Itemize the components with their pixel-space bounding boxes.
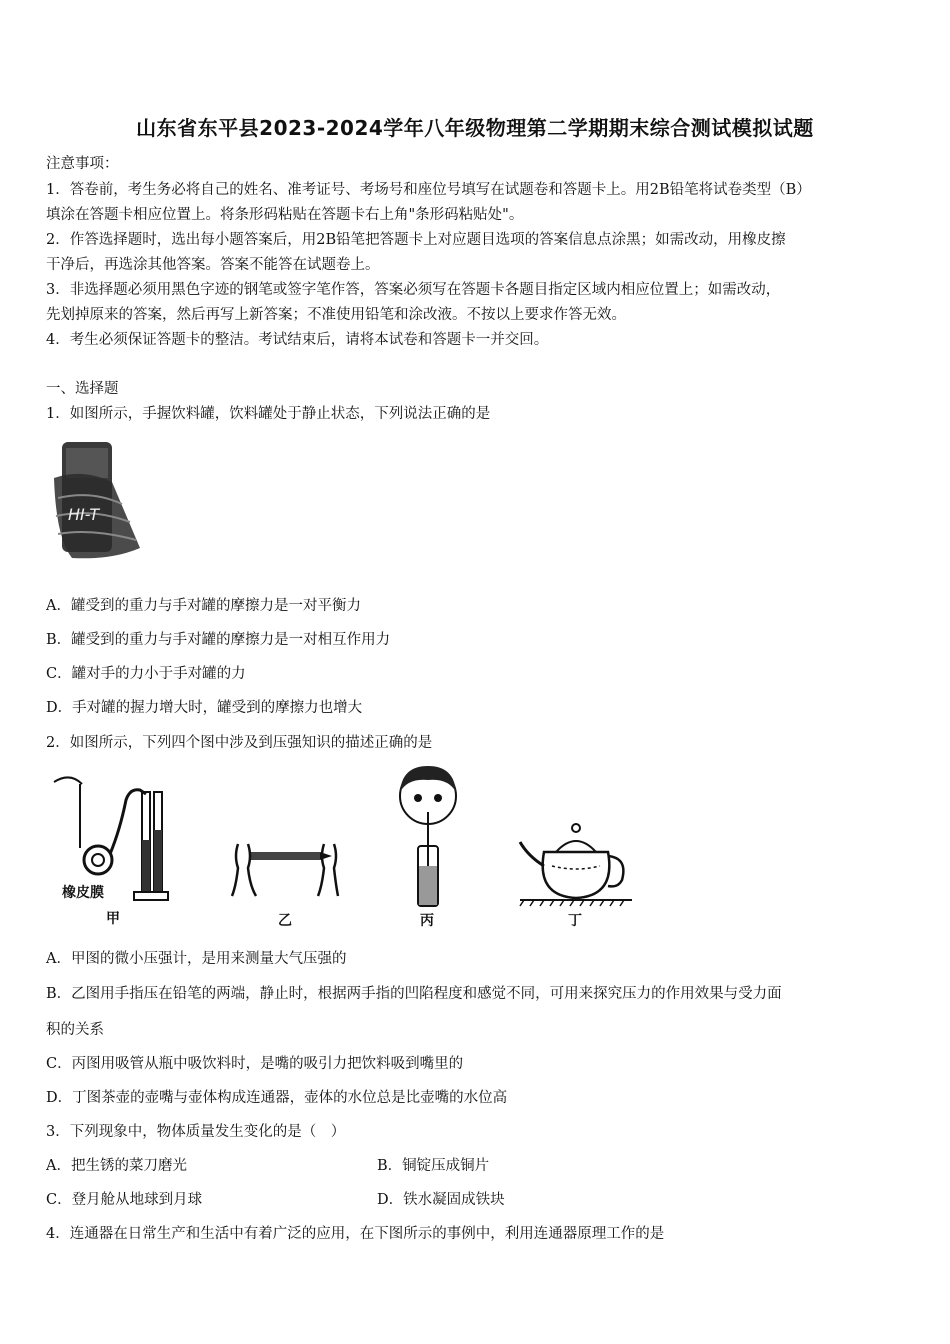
q3-option: B．铜锭压成铜片: [377, 1158, 490, 1174]
can-label: HI-T: [68, 505, 100, 524]
q2-option-continued: 积的关系: [46, 1022, 104, 1038]
notice-line: 4．考生必须保证答题卡的整洁。考试结束后，请将本试卷和答题卡一并交回。: [46, 332, 549, 348]
caption-jia: 甲: [106, 911, 120, 927]
notice-line: 3．非选择题必须用黑色字迹的钢笔或签字笔作答，答案必须写在答题卡各题目指定区域内相应位置上；如需改动，: [46, 282, 781, 298]
q3-option: A．把生锈的菜刀磨光: [46, 1158, 187, 1174]
q2-option: C．丙图用吸管从瓶中吸饮料时，是嘴的吸引力把饮料吸到嘴里的: [46, 1056, 464, 1072]
q1-option: A．罐受到的重力与手对罐的摩擦力是一对平衡力: [46, 598, 361, 614]
q2-option: D．丁图茶壶的壶嘴与壶体构成连通器，壶体的水位总是比壶嘴的水位高: [46, 1090, 508, 1106]
caption-ding: 丁: [568, 913, 582, 929]
caption-bing: 丙: [420, 913, 434, 929]
caption-yi: 乙: [278, 913, 292, 929]
q3-option: C．登月舱从地球到月球: [46, 1192, 203, 1208]
notice-line: 1．答卷前，考生务必将自己的姓名、准考证号、考场号和座位号填写在试题卷和答题卡上。用2B铅笔将试卷类型（B）: [46, 182, 811, 198]
teapot-figure: [516, 816, 636, 908]
section-heading: 一、选择题: [46, 381, 119, 397]
question-3-stem: 3．下列现象中，物体质量发生变化的是（ ）: [46, 1124, 346, 1140]
q1-option: C．罐对手的力小于手对罐的力: [46, 666, 246, 682]
notice-heading: 注意事项：: [46, 156, 119, 172]
pencil-fingers-figure: [228, 836, 340, 902]
girl-straw-bottle-figure: [388, 762, 468, 912]
q2-option: B．乙图用手指压在铅笔的两端，静止时，根据两手指的凹陷程度和感觉不同，可用来探究压力的作用效果与受力面: [46, 986, 782, 1002]
notice-line: 2．作答选择题时，选出每小题答案后，用2B铅笔把答题卡上对应题目选项的答案信息点涂黑；如需改动，用橡皮擦: [46, 232, 786, 248]
notice-line: 填涂在答题卡相应位置上。将条形码粘贴在答题卡右上角"条形码粘贴处"。: [46, 207, 524, 223]
hand-holding-can-figure: [52, 438, 146, 562]
page-title: 山东省东平县2023-2024学年八年级物理第二学期期末综合测试模拟试题: [136, 116, 814, 140]
question-4-stem: 4．连通器在日常生产和生活中有着广泛的应用，在下图所示的事例中，利用连通器原理工作的是: [46, 1226, 665, 1242]
q2-option: A．甲图的微小压强计，是用来测量大气压强的: [46, 951, 347, 967]
notice-line: 先划掉原来的答案，然后再写上新答案；不准使用铅笔和涂改液。不按以上要求作答无效。: [46, 307, 626, 323]
notice-line: 干净后，再选涂其他答案。答案不能答在试题卷上。: [46, 257, 380, 273]
membrane-label: 橡皮膜: [62, 885, 104, 901]
q1-option: D．手对罐的握力增大时，罐受到的摩擦力也增大: [46, 700, 363, 716]
question-1-stem: 1．如图所示，手握饮料罐，饮料罐处于静止状态，下列说法正确的是: [46, 406, 491, 422]
q3-option: D．铁水凝固成铁块: [377, 1192, 505, 1208]
question-2-stem: 2．如图所示，下列四个图中涉及到压强知识的描述正确的是: [46, 735, 433, 751]
q1-option: B．罐受到的重力与手对罐的摩擦力是一对相互作用力: [46, 632, 391, 648]
